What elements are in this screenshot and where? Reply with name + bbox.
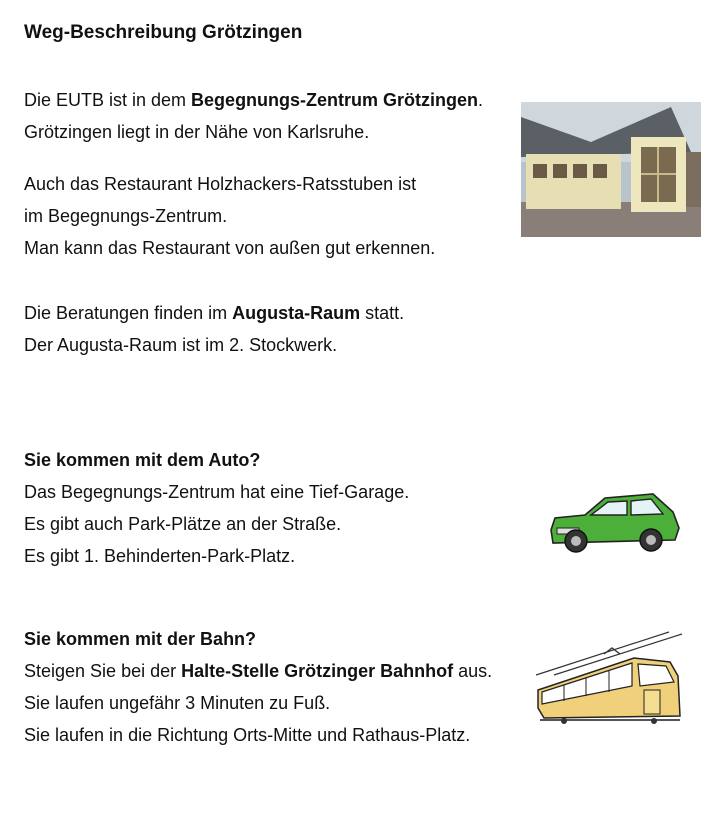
text: Die EUTB ist in dem <box>24 90 192 110</box>
intro-line-2: Grötzingen liegt in der Nähe von Karlsruhe. <box>24 122 370 142</box>
text: Die Beratungen finden im <box>24 303 233 323</box>
page-title: Weg-Beschreibung Grötzingen <box>24 22 303 43</box>
auto-line-3: Es gibt 1. Behinderten-Park-Platz. <box>24 546 296 566</box>
bold-text: Halte-Stelle Grötzinger Bahnhof <box>181 661 454 681</box>
intro-line-7: Der Augusta-Raum ist im 2. Stockwerk. <box>24 335 338 355</box>
bahn-heading: Sie kommen mit der Bahn? <box>24 629 257 649</box>
bahn-line-1 <box>24 660 492 682</box>
bahn-line-3: Sie laufen in die Richtung Orts-Mitte und Rathaus-Platz. <box>24 725 471 745</box>
text: statt. <box>360 303 405 323</box>
intro-line-4: im Begegnungs-Zentrum. <box>24 206 228 226</box>
text: . <box>478 90 484 110</box>
auto-line-1: Das Begegnungs-Zentrum hat eine Tief-Garage. <box>24 482 410 502</box>
intro-line-5: Man kann das Restaurant von außen gut erkennen. <box>24 238 436 258</box>
bold-text: Augusta-Raum <box>232 303 361 323</box>
car-illustration <box>545 488 683 556</box>
intro-line-6 <box>24 302 404 324</box>
intro-line-1 <box>24 89 483 111</box>
auto-heading: Sie kommen mit dem Auto? <box>24 450 261 470</box>
text: aus. <box>453 661 493 681</box>
auto-line-2: Es gibt auch Park-Plätze an der Straße. <box>24 514 342 534</box>
intro-line-3: Auch das Restaurant Holzhackers-Ratsstuben ist <box>24 174 417 194</box>
building-photo <box>521 102 701 237</box>
bold-text: Begegnungs-Zentrum Grötzingen <box>191 90 479 110</box>
text: Steigen Sie bei der <box>24 661 182 681</box>
bahn-line-2: Sie laufen ungefähr 3 Minuten zu Fuß. <box>24 693 331 713</box>
tram-illustration <box>534 630 684 730</box>
